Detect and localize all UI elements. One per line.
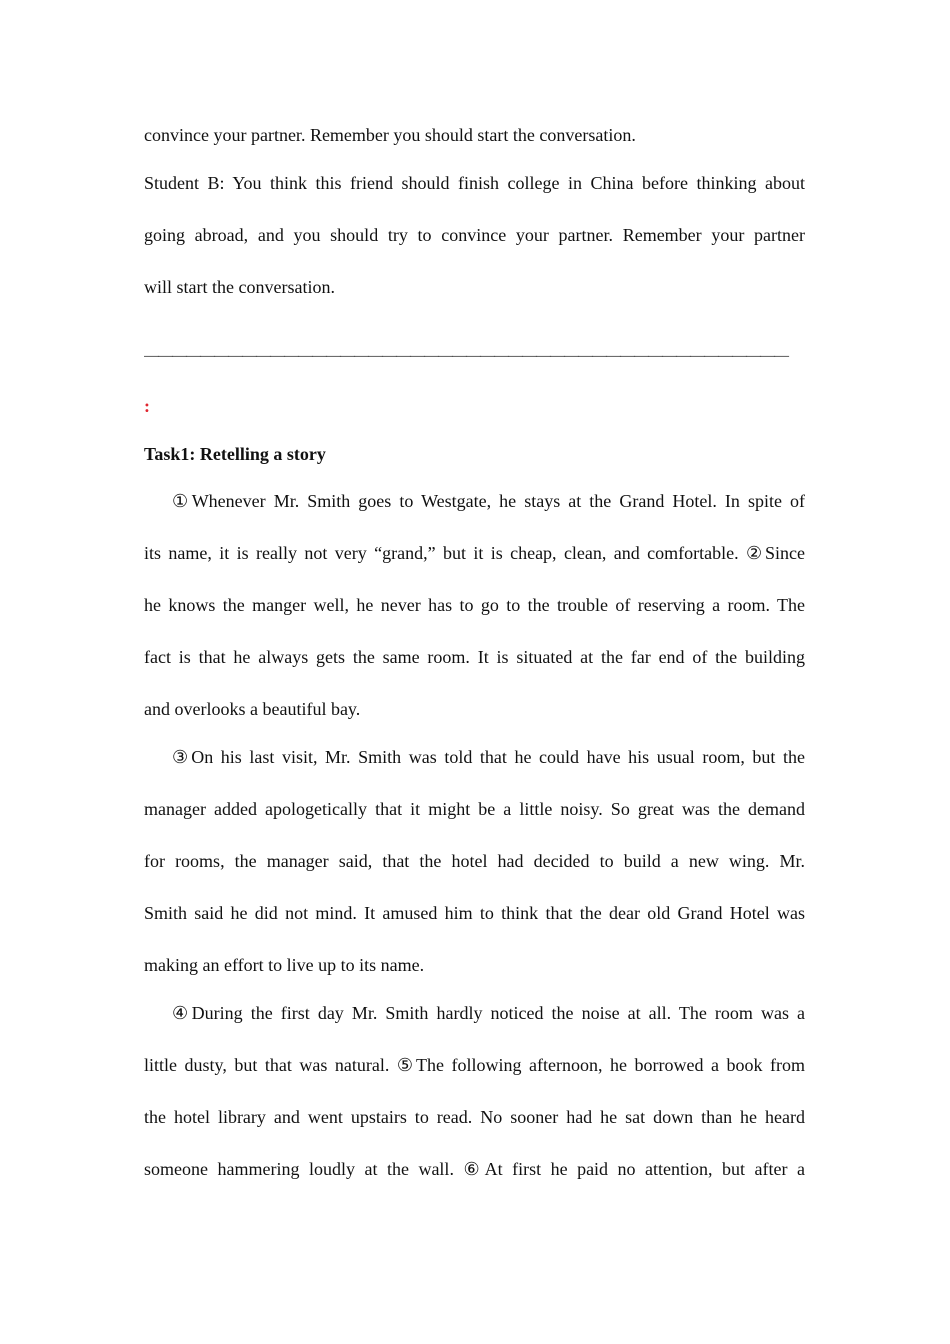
intro-section — [144, 122, 805, 301]
story-line: and overlooks a beautiful bay. — [144, 699, 361, 719]
story-line: little dusty, but that was natural. ⑤The following afternoon, he borrowed a book from — [144, 1055, 805, 1075]
story-line: someone hammering loudly at the wall. ⑥At first he paid no attention, but after a — [144, 1159, 805, 1179]
story-paragraph — [144, 744, 805, 979]
story-paragraph — [144, 1000, 805, 1183]
red-colon: : — [144, 396, 150, 416]
story-line: he knows the manger well, he never has to go to the trouble of reserving a room. The — [144, 595, 805, 615]
story-line: ③On his last visit, Mr. Smith was told that he could have his usual room, but the — [172, 747, 805, 767]
student-b-line: Student B: You think this friend should finish college in China before thinking about — [144, 173, 805, 193]
student-b-line: will start the conversation. — [144, 277, 335, 297]
story-paragraph — [144, 488, 805, 723]
intro-line: convince your partner. Remember you should start the conversation. — [144, 125, 636, 145]
story-body — [144, 488, 805, 1183]
student-b-line: going abroad, and you should try to convince your partner. Remember your partner — [144, 225, 805, 245]
story-line: making an effort to live up to its name. — [144, 955, 425, 975]
task-heading: Task1: Retelling a story — [144, 444, 326, 464]
story-line: its name, it is really not very “grand,” but it is cheap, clean, and comfortable. ②Since — [144, 543, 805, 563]
story-line: fact is that he always gets the same room. It is situated at the far end of the building — [144, 647, 805, 667]
story-line: manager added apologetically that it might be a little noisy. So great was the demand — [144, 799, 805, 819]
story-line: Smith said he did not mind. It amused him to think that the dear old Grand Hotel was — [144, 903, 805, 923]
story-line: for rooms, the manager said, that the hotel had decided to build a new wing. Mr. — [144, 851, 805, 871]
story-line: ①Whenever Mr. Smith goes to Westgate, he stays at the Grand Hotel. In spite of — [172, 491, 805, 511]
story-line: the hotel library and went upstairs to read. No sooner had he sat down than he heard — [144, 1107, 805, 1127]
story-line: ④During the first day Mr. Smith hardly noticed the noise at all. The room was a — [172, 1003, 805, 1023]
section-divider: —————————————————————————————————————————————— — [144, 348, 788, 364]
